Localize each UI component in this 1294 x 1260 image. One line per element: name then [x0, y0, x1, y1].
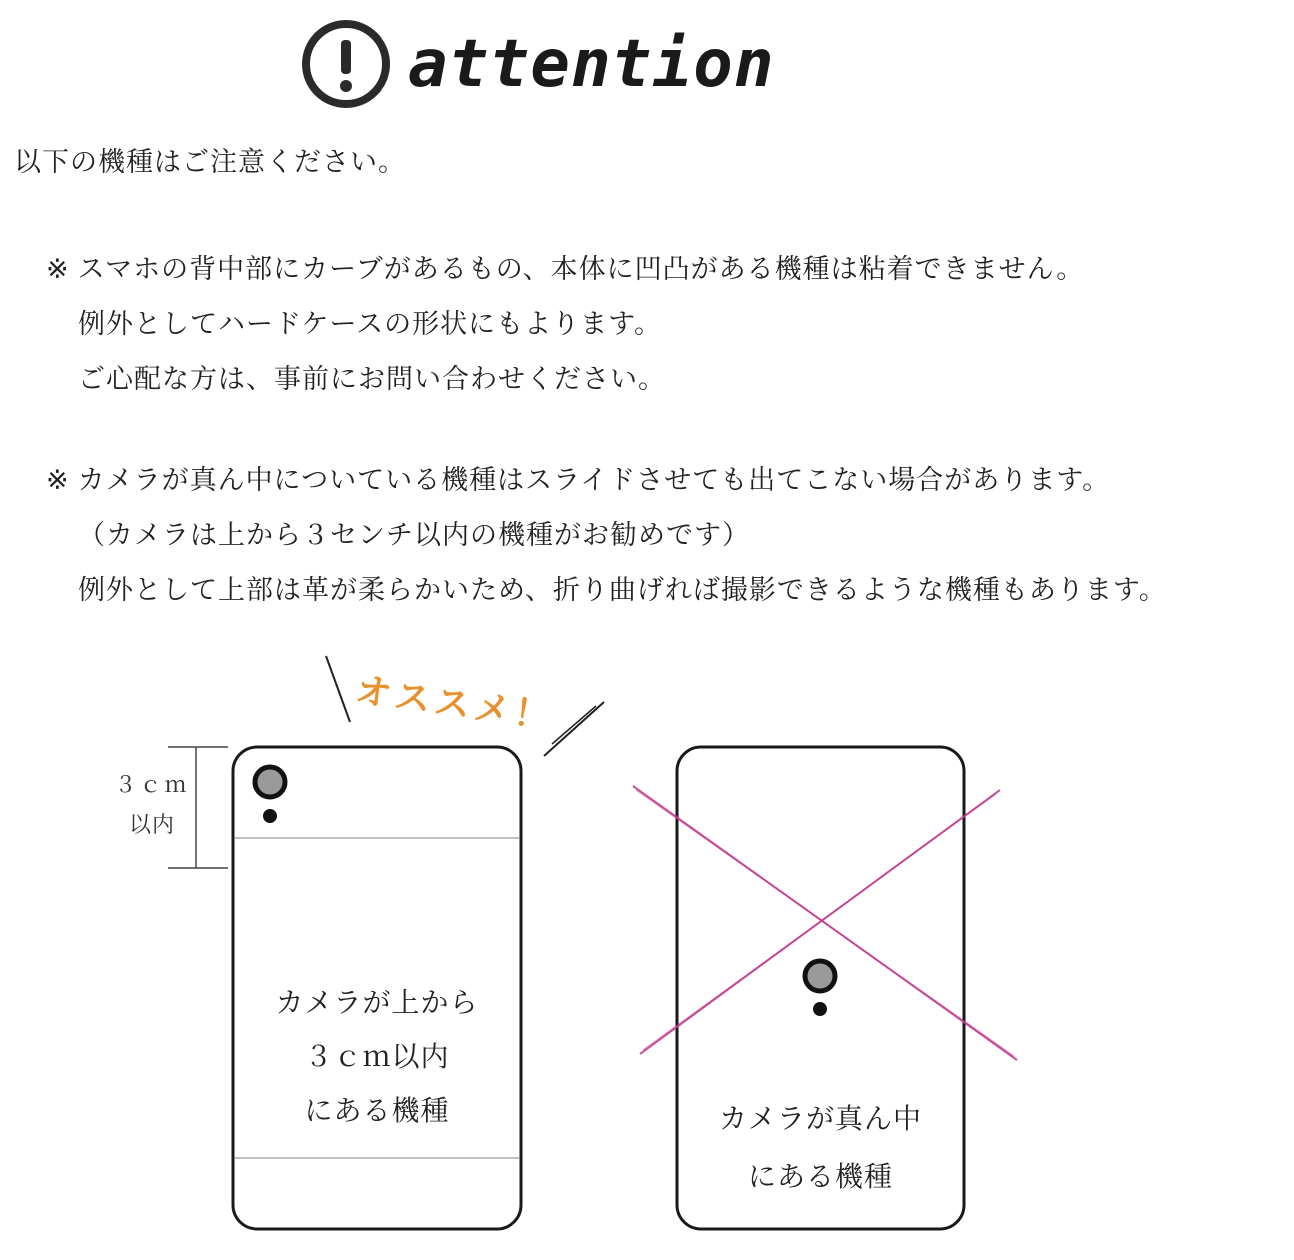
measure-unit-text: 以内	[128, 813, 175, 838]
right-phone-line: カメラが真ん中	[718, 1102, 922, 1135]
flash-dot-icon	[813, 1002, 827, 1016]
emphasis-stroke	[326, 656, 350, 722]
left-phone-line: カメラが上から	[275, 986, 479, 1019]
flash-dot-icon	[263, 809, 277, 823]
note-mark: ※	[46, 254, 70, 285]
emphasis-stroke	[552, 706, 596, 744]
note-text: スマホの背中部にカーブがあるもの、本体に凹凸がある機種は粘着できません。	[77, 254, 1085, 285]
measure-value: ３ｃｍ	[114, 773, 190, 798]
measure-label	[112, 766, 192, 846]
note-line: （カメラは上から３センチ以内の機種がお勧めです）	[78, 520, 750, 551]
left-phone-text	[235, 976, 519, 1138]
right-phone-line: にある機種	[747, 1160, 893, 1193]
note-text: カメラが真ん中についている機種はスライドさせても出てこない場合があります。	[77, 465, 1111, 496]
camera-lens-icon	[805, 961, 835, 991]
intro-text: 以下の機種はご注意ください。	[14, 147, 406, 178]
right-phone-text	[679, 1090, 962, 1206]
left-phone-line: にある機種	[304, 1094, 450, 1127]
camera-lens-icon	[255, 767, 285, 797]
left-phone-line: ３ｃｍ以内	[304, 1040, 450, 1073]
recommend-label: オススメ！	[352, 670, 557, 739]
page-title: attention	[408, 25, 775, 102]
note-line: 例外としてハードケースの形状にもよります。	[78, 309, 662, 340]
note-mark: ※	[46, 465, 70, 496]
note-line: 例外として上部は革が柔らかいため、折り曲げれば撮影できるような機種もあります。	[78, 575, 1167, 606]
note-line: ご心配な方は、事前にお問い合わせください。	[78, 364, 666, 395]
